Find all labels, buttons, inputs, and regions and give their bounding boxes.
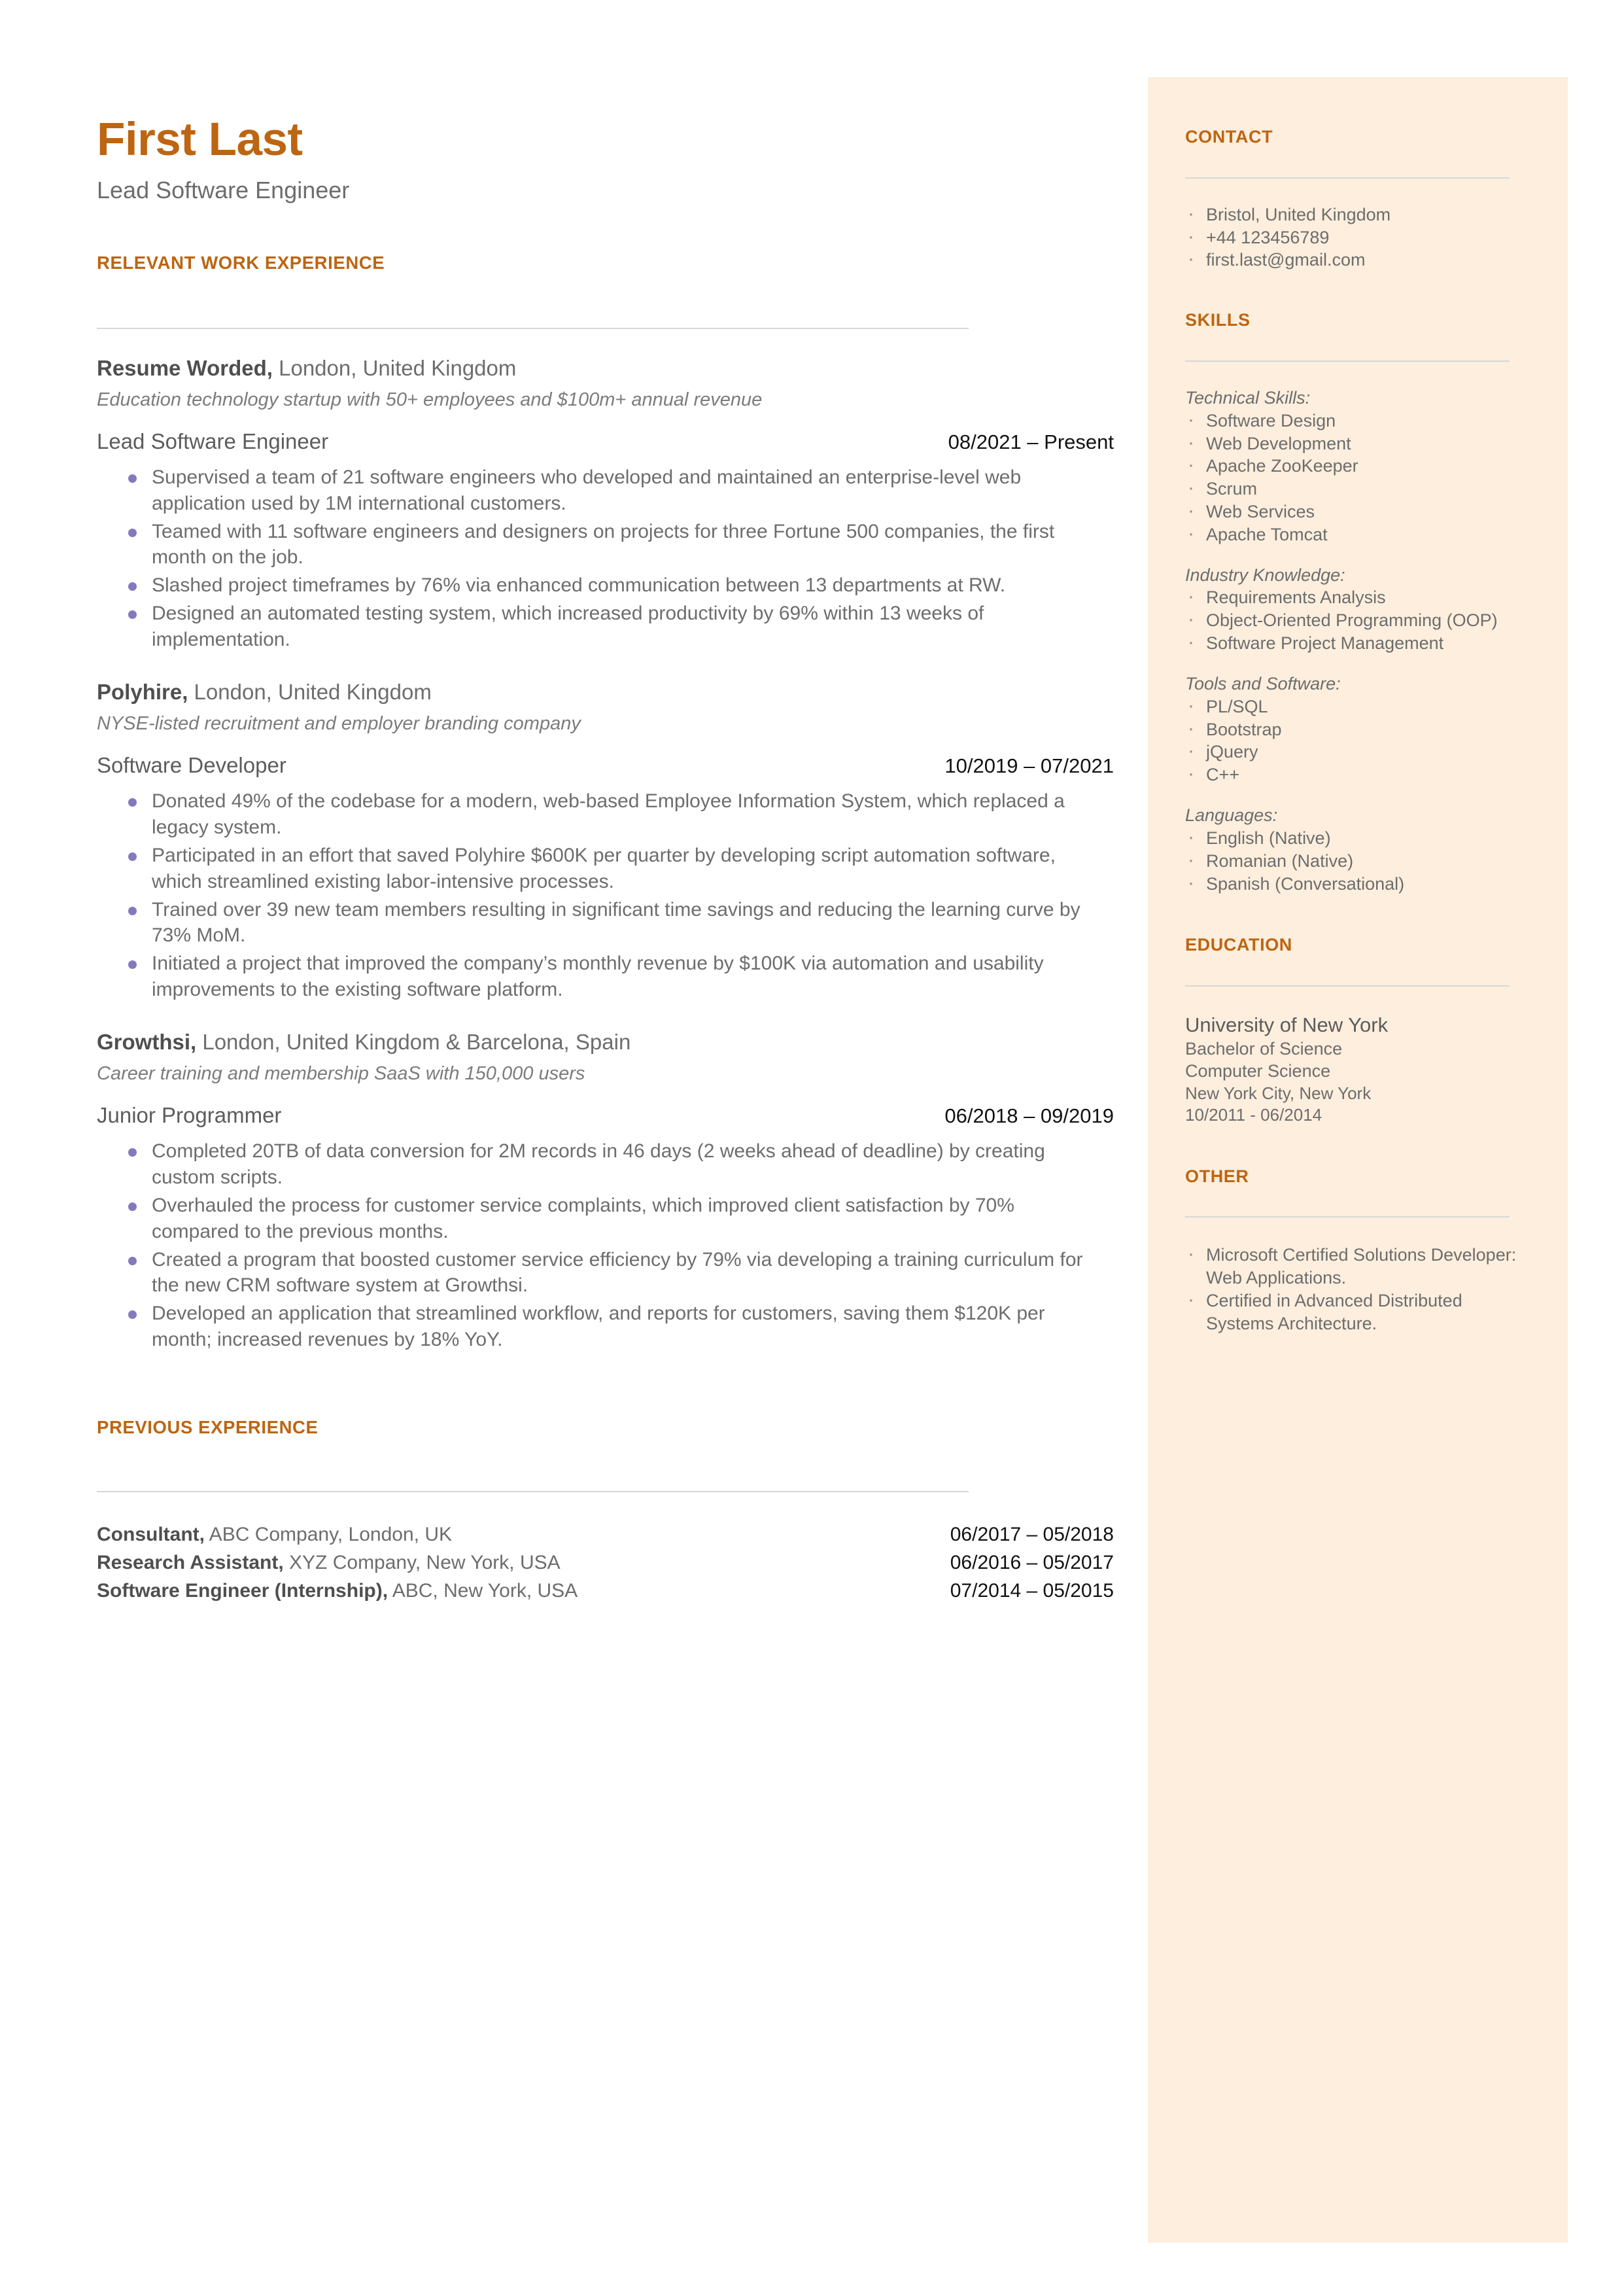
list-item: Slashed project timeframes by 76% via enhanced communication between 13 departments at RW. (97, 572, 1094, 599)
sidebar-divider (1185, 177, 1510, 179)
list-item: · Apache ZooKeeper (1185, 455, 1525, 478)
role-dates: 10/2019 – 07/2021 (944, 754, 1114, 777)
previous-dates: 06/2017 – 05/2018 (950, 1524, 1114, 1546)
experience-company-line (97, 355, 1114, 381)
role-row (97, 429, 1114, 454)
previous-detail: ABC, New York, USA (388, 1579, 578, 1602)
experience-company-line (97, 678, 1114, 705)
list-item: · Bootstrap (1185, 718, 1525, 741)
list-item: Initiated a project that improved the company’s monthly revenue by $100K via automation and usability improvements to the existing software platform. (97, 951, 1094, 1003)
list-item: Teamed with 11 software engineers and designers on projects for three Fortune 500 companies, the first month on the job. (97, 519, 1094, 571)
list-item: · Romanian (Native) (1185, 850, 1525, 873)
education-field: Computer Science (1185, 1061, 1331, 1081)
job-title-subtitle: Lead Software Engineer (97, 177, 350, 203)
role-title: Lead Software Engineer (97, 429, 329, 453)
skill-list-technical (1185, 410, 1525, 546)
achievement-list (97, 464, 1114, 653)
list-item: · Microsoft Certified Solutions Developer: Web Applications. (1185, 1244, 1525, 1289)
company-description: Education technology startup with 50+ employees and $100m+ annual revenue (97, 389, 763, 411)
sidebar-section-education (1185, 895, 1525, 1126)
list-item: · Spanish (Conversational) (1185, 873, 1525, 896)
section-divider (97, 328, 969, 329)
role-row (97, 753, 1114, 778)
sidebar-heading-skills: SKILLS (1185, 310, 1251, 330)
sidebar-content (1185, 77, 1525, 1335)
experience-entry (97, 355, 1114, 653)
skill-group-label: Industry Knowledge: (1185, 565, 1345, 585)
list-item: · PL/SQL (1185, 695, 1525, 718)
role-dates: 08/2021 – Present (948, 430, 1114, 453)
skill-group-label: Languages: (1185, 805, 1278, 826)
page-title: First Last (97, 114, 303, 166)
education-school: University of New York (1185, 1013, 1389, 1037)
education-location: New York City, New York (1185, 1083, 1372, 1104)
previous-role: Consultant, (97, 1524, 205, 1546)
list-item: Overhauled the process for customer service complaints, which improved client satisfaction by 70% compared to the previous months. (97, 1193, 1094, 1245)
section-heading-previous: PREVIOUS EXPERIENCE (97, 1417, 319, 1438)
sidebar-section-contact (1185, 77, 1525, 272)
previous-detail: XYZ Company, New York, USA (283, 1551, 561, 1573)
previous-dates: 06/2016 – 05/2017 (950, 1551, 1114, 1573)
sidebar (1148, 77, 1568, 2243)
previous-experience-list (97, 1521, 1114, 1605)
skill-list-languages (1185, 827, 1525, 895)
table-row (97, 1549, 1114, 1577)
role-title: Junior Programmer (97, 1103, 282, 1128)
list-item: · Scrum (1185, 478, 1525, 500)
company-location: London, United Kingdom (188, 680, 432, 705)
role-title: Software Developer (97, 752, 286, 777)
list-item: · Web Services (1185, 500, 1525, 523)
sidebar-divider (1185, 985, 1510, 987)
list-item: · jQuery (1185, 741, 1525, 763)
contact-location: · Bristol, United Kingdom (1185, 203, 1525, 226)
list-item: · Requirements Analysis (1185, 586, 1525, 609)
education-body (1185, 1013, 1525, 1126)
previous-role-line (97, 1577, 578, 1605)
contact-phone: · +44 123456789 (1185, 226, 1525, 249)
skill-group-label: Tools and Software: (1185, 673, 1341, 693)
contact-email[interactable]: · first.last@gmail.com (1185, 249, 1525, 272)
previous-detail: ABC Company, London, UK (205, 1524, 452, 1546)
sidebar-divider (1185, 1216, 1510, 1218)
list-item: Trained over 39 new team members resulting in significant time savings and reducing the learning curve by 73% MoM. (97, 897, 1094, 949)
spacer (1185, 786, 1525, 804)
education-dates: 10/2011 - 06/2014 (1185, 1105, 1322, 1125)
list-item: Donated 49% of the codebase for a modern, web-based Employee Information System, which replaced a legacy system. (97, 788, 1094, 841)
experience-entry (97, 678, 1114, 1003)
list-item: Designed an automated testing system, which increased productivity by 69% within 13 weeks of implementation. (97, 601, 1094, 653)
role-row (97, 1103, 1114, 1128)
company-location: London, United Kingdom & Barcelona, Spain (196, 1030, 631, 1055)
sidebar-heading-education: EDUCATION (1185, 935, 1292, 955)
skill-list-industry (1185, 586, 1525, 654)
company-description: NYSE-listed recruitment and employer branding company (97, 713, 581, 735)
sidebar-section-other (1185, 1127, 1525, 1335)
achievement-list (97, 788, 1114, 1003)
skills-body (1185, 387, 1525, 896)
list-item: · Object-Oriented Programming (OOP) (1185, 609, 1525, 632)
previous-dates: 07/2014 – 05/2015 (950, 1579, 1114, 1602)
company-name: Polyhire, (97, 680, 188, 705)
company-name: Resume Worded, (97, 355, 273, 380)
achievement-list (97, 1138, 1114, 1353)
contact-list (1185, 203, 1525, 272)
list-item: Created a program that boosted customer service efficiency by 79% via developing a training curriculum for the new CRM software system at Growthsi. (97, 1247, 1094, 1299)
education-degree: Bachelor of Science (1185, 1038, 1343, 1059)
table-row (97, 1521, 1114, 1549)
skill-list-tools (1185, 695, 1525, 786)
main-column (97, 0, 1114, 1605)
list-item: · Certified in Advanced Distributed Systems Architecture. (1185, 1289, 1525, 1335)
sidebar-divider (1185, 360, 1510, 362)
sidebar-heading-other: OTHER (1185, 1166, 1249, 1186)
previous-role: Research Assistant, (97, 1551, 284, 1573)
table-row (97, 1577, 1114, 1605)
list-item: Participated in an effort that saved Polyhire $600K per quarter by developing script automation software, which streamlined existing labor-intensive processes. (97, 843, 1094, 895)
section-relevant-work-experience (97, 203, 1114, 1354)
company-name: Growthsi, (97, 1030, 197, 1055)
other-list (1185, 1244, 1525, 1335)
experience-company-line (97, 1028, 1114, 1055)
list-item: Developed an application that streamlined workflow, and reports for customers, saving them $120K per month; increased revenues by 18% YoY. (97, 1301, 1094, 1353)
spacer (1185, 546, 1525, 564)
list-item: Completed 20TB of data conversion for 2M records in 46 days (2 weeks ahead of deadline) by creating custom scripts. (97, 1138, 1094, 1191)
list-item: · Software Project Management (1185, 632, 1525, 655)
company-description: Career training and membership SaaS with 150,000 users (97, 1063, 585, 1085)
role-dates: 06/2018 – 09/2019 (944, 1104, 1114, 1128)
sidebar-heading-contact: CONTACT (1185, 127, 1273, 147)
previous-role-line (97, 1521, 452, 1549)
list-item: · Software Design (1185, 410, 1525, 432)
experience-entry (97, 1028, 1114, 1353)
skill-group-label: Technical Skills: (1185, 387, 1311, 408)
list-item: · English (Native) (1185, 827, 1525, 850)
company-location: London, United Kingdom (272, 355, 517, 380)
spacer (1185, 655, 1525, 673)
sidebar-section-skills (1185, 272, 1525, 895)
previous-role: Software Engineer (Internship), (97, 1579, 389, 1602)
section-heading-relevant: RELEVANT WORK EXPERIENCE (97, 252, 385, 273)
list-item: Supervised a team of 21 software engineers who developed and maintained an enterprise-level web application used by 1M international customers. (97, 464, 1094, 517)
list-item: · Web Development (1185, 432, 1525, 455)
section-previous-experience (97, 1355, 1114, 1605)
previous-role-line (97, 1549, 561, 1577)
list-item: · Apache Tomcat (1185, 523, 1525, 546)
list-item: · C++ (1185, 763, 1525, 786)
section-divider (97, 1491, 969, 1492)
